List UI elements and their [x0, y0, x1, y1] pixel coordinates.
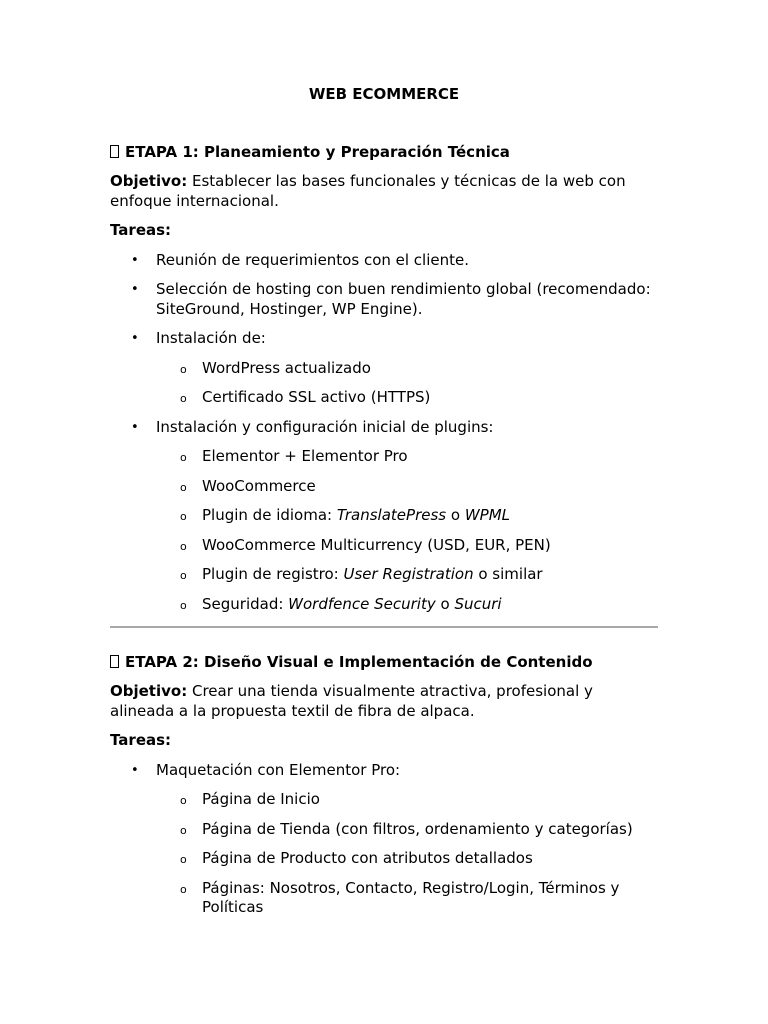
subtask-text: Elementor + Elementor Pro — [202, 447, 408, 465]
bullet-icon: • — [131, 282, 139, 297]
circle-bullet-icon: o — [180, 392, 187, 405]
subtask-text: Página de Producto con atributos detallados — [202, 849, 533, 867]
sub-list-item — [156, 477, 658, 497]
task-text: Instalación y configuración inicial de plugins: — [156, 417, 494, 436]
subtask-text: Páginas: Nosotros, Contacto, Registro/Login, Términos y Políticas — [202, 878, 620, 916]
sub-list-item — [156, 790, 658, 810]
task-text: Instalación de: — [156, 329, 266, 347]
bullet-icon: • — [131, 762, 139, 778]
stage-1-section — [110, 142, 658, 614]
bullet-icon: • — [131, 331, 139, 346]
stage-2-task-list — [110, 761, 658, 918]
sub-list-item — [156, 879, 658, 918]
stage-2-section — [110, 652, 658, 918]
circle-bullet-icon: o — [180, 362, 187, 376]
checkbox-placeholder-icon — [110, 655, 119, 668]
circle-bullet-icon: o — [180, 480, 187, 494]
subtask-text: Página de Tienda (con filtros, ordenamiento y categorías) — [202, 819, 633, 838]
subtask-emphasis: Wordfence Security — [288, 594, 436, 613]
bullet-icon: • — [131, 252, 139, 268]
subtask-connector: o — [435, 594, 455, 613]
stage-2-objective — [110, 682, 658, 721]
document-page — [110, 84, 658, 928]
sub-list-item — [156, 849, 658, 869]
subtask-text: WooCommerce Multicurrency (USD, EUR, PEN) — [202, 535, 551, 554]
sub-list-item — [156, 820, 658, 840]
circle-bullet-icon: o — [180, 510, 187, 523]
circle-bullet-icon: o — [180, 539, 187, 553]
list-item — [110, 418, 658, 615]
subtask-connector: o — [446, 506, 465, 524]
list-item — [110, 280, 658, 319]
section-divider — [110, 626, 658, 628]
subtask-text: WooCommerce — [202, 476, 316, 495]
subtask-prefix: Plugin de registro: — [202, 565, 344, 583]
subtask-emphasis: Sucuri — [454, 594, 502, 613]
stage-1-tasks-label: Tareas: — [110, 221, 172, 239]
bullet-icon: • — [131, 419, 139, 435]
sub-list-item — [156, 565, 658, 585]
subtask-text: Certificado SSL activo (HTTPS) — [202, 388, 431, 406]
sub-list-item — [156, 359, 658, 379]
subtask-list — [156, 447, 658, 614]
subtask-list — [156, 359, 658, 408]
stage-2-tasks-label: Tareas: — [110, 731, 172, 749]
sub-list-item — [156, 506, 658, 526]
objective-text: Crear una tienda visualmente atractiva, profesional y alineada a la propuesta textil de fibra de alpaca. — [110, 682, 593, 720]
task-text: Reunión de requerimientos con el cliente. — [156, 250, 470, 269]
subtask-emphasis: TranslatePress — [336, 506, 447, 524]
subtask-prefix: Plugin de idioma: — [202, 506, 337, 524]
sub-list-item — [156, 536, 658, 556]
subtask-emphasis: User Registration — [343, 565, 474, 583]
stage-1-objective — [110, 172, 658, 211]
subtask-text: Página de Inicio — [202, 790, 320, 808]
circle-bullet-icon: o — [180, 569, 187, 582]
circle-bullet-icon: o — [180, 853, 187, 866]
sub-list-item — [156, 388, 658, 408]
list-item — [110, 761, 658, 918]
subtask-list — [156, 790, 658, 918]
stage-1-heading-text: ETAPA 1: Planeamiento y Preparación Técnica — [125, 143, 510, 161]
subtask-text: WordPress actualizado — [202, 358, 371, 377]
circle-bullet-icon: o — [180, 451, 187, 464]
objective-label: Objetivo: — [110, 172, 188, 190]
task-text: Selección de hosting con buen rendimiento global (recomendado: SiteGround, Hostinger, WP Engine). — [156, 280, 651, 318]
circle-bullet-icon: o — [180, 882, 187, 896]
subtask-prefix: Seguridad: — [202, 594, 289, 613]
task-text: Maquetación con Elementor Pro: — [156, 760, 401, 779]
subtask-emphasis: WPML — [464, 506, 510, 524]
stage-1-task-list — [110, 251, 658, 615]
document-title: WEB ECOMMERCE — [308, 85, 460, 103]
circle-bullet-icon: o — [180, 794, 187, 807]
subtask-suffix: o similar — [473, 565, 543, 583]
stage-2-heading — [110, 652, 658, 672]
objective-text: Establecer las bases funcionales y técnicas de la web con enfoque internacional. — [110, 172, 626, 210]
checkbox-placeholder-icon — [110, 145, 119, 158]
circle-bullet-icon: o — [180, 823, 187, 837]
objective-label: Objetivo: — [110, 682, 188, 700]
list-item — [110, 251, 658, 271]
stage-1-heading — [110, 142, 658, 162]
stage-2-heading-text: ETAPA 2: Diseño Visual e Implementación de Contenido — [125, 653, 593, 671]
sub-list-item — [156, 595, 658, 615]
list-item — [110, 329, 658, 408]
sub-list-item — [156, 447, 658, 467]
circle-bullet-icon: o — [180, 598, 187, 612]
